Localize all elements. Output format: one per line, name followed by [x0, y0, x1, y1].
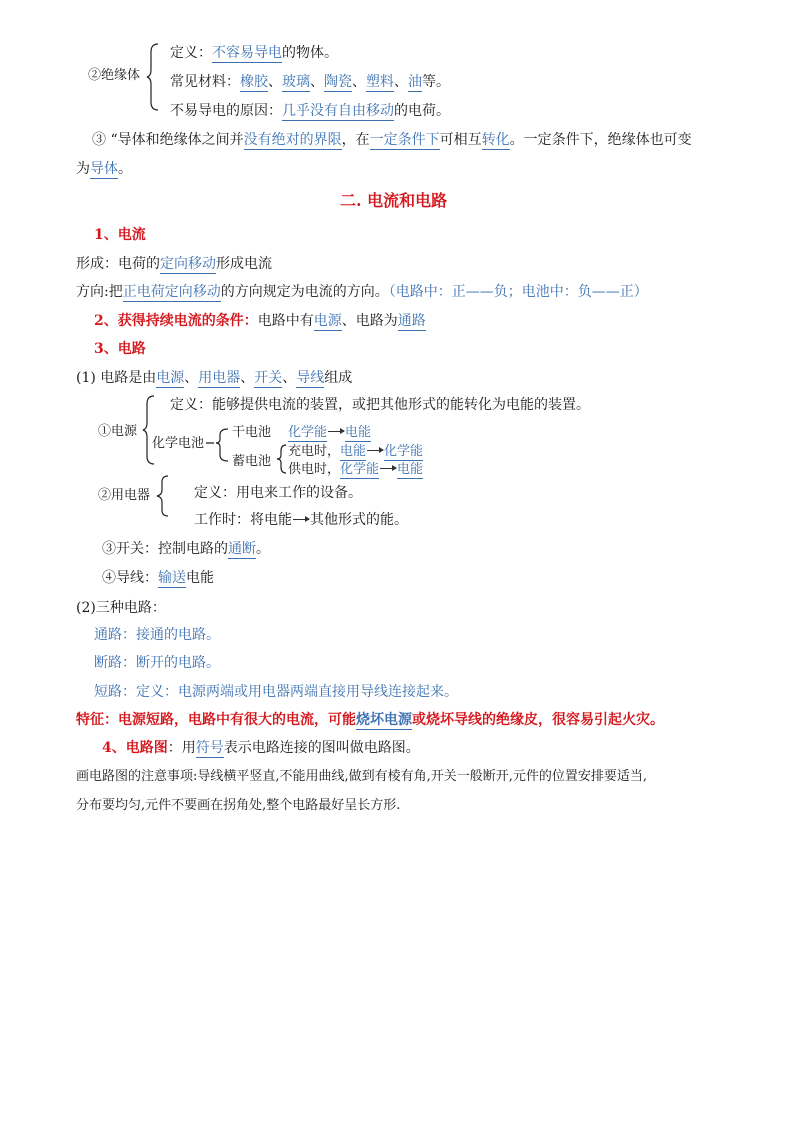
- diagram-line: 4、电路图：用符号表示电路连接的图叫做电路图。: [102, 740, 420, 756]
- arrow-icon: [380, 468, 396, 469]
- supplying-line: 供电时，化学能 电能: [288, 462, 424, 477]
- appliance-working: 工作时：将电能 其他形式的能。: [194, 512, 408, 528]
- open-circuit: 断路：断开的电路。: [94, 655, 220, 671]
- circuit-components: (1) 电路是由电源、用电器、开关、导线组成: [76, 370, 353, 386]
- appliance-label: ②用电器: [98, 488, 151, 503]
- short-circuit-feature: 特征：电源短路，电路中有很大的电流，可能烧坏电源或烧坏导线的绝缘皮，很容易引起火灾。: [76, 712, 664, 728]
- insulator-materials: 常见材料：橡胶、玻璃、陶瓷、塑料、油等。: [170, 74, 450, 90]
- charging-line: 充电时，电能 化学能: [288, 444, 424, 459]
- three-circuits-heading: (2)三种电路：: [76, 600, 166, 616]
- current-heading: 1、电流: [94, 227, 146, 243]
- current-direction: 方向:把正电荷定向移动的方向规定为电流的方向。（电路中：正——负；电池中：负——正）: [76, 284, 648, 300]
- dry-battery-label: 干电池: [232, 425, 272, 440]
- wire-line: ④导线：输送电能: [102, 570, 214, 586]
- switch-line: ③开关：控制电路的通断。: [102, 541, 270, 557]
- circuit-heading: 3、电路: [94, 341, 146, 357]
- diagram-notes-line2: 分布要均匀,元件不要画在拐角处,整个电路最好呈长方形.: [76, 798, 401, 813]
- appliance-definition: 定义：用电来工作的设备。: [194, 485, 362, 501]
- source-label: ①电源: [98, 424, 138, 439]
- appliance-brace: [156, 474, 170, 518]
- arrow-icon: [328, 431, 344, 432]
- diagram-notes-line1: 画电路图的注意事项:导线横平竖直,不能用曲线,做到有棱有角,开关一般断开,元件的位置安排要适当,: [76, 769, 648, 784]
- condition-line: 2、获得持续电流的条件：电路中有电源、电路为通路: [94, 313, 426, 329]
- note3-line1: ③ “导体和绝缘体之间并没有绝对的界限，在一定条件下可相互转化。一定条件下，绝缘体也可变: [92, 132, 692, 148]
- insulator-label: ②绝缘体: [88, 68, 141, 83]
- arrow-icon: [293, 519, 309, 520]
- dry-battery-conversion: 化学能 电能: [288, 425, 372, 440]
- arrow-icon: [367, 450, 383, 451]
- closed-circuit: 通路：接通的电路。: [94, 627, 220, 643]
- insulator-reason: 不易导电的原因：几乎没有自由移动的电荷。: [170, 103, 450, 119]
- current-formation: 形成：电荷的定向移动形成电流: [76, 256, 272, 272]
- chem-battery-label: 化学电池: [152, 436, 205, 451]
- short-circuit: 短路：定义：电源两端或用电器两端直接用导线连接起来。: [94, 684, 458, 700]
- chem-battery-brace: [206, 425, 234, 465]
- note3-line2: 为导体。: [76, 161, 132, 177]
- source-definition: 定义：能够提供电流的装置，或把其他形式的能转化为电能的装置。: [170, 397, 590, 413]
- source-brace: [142, 394, 156, 466]
- insulator-definition: 定义：不容易导电的物体。: [170, 45, 338, 61]
- storage-battery-brace: [276, 443, 288, 475]
- insulator-brace: [146, 42, 160, 112]
- storage-battery-label: 蓄电池: [232, 454, 272, 469]
- section-title: 二. 电流和电路: [340, 191, 448, 210]
